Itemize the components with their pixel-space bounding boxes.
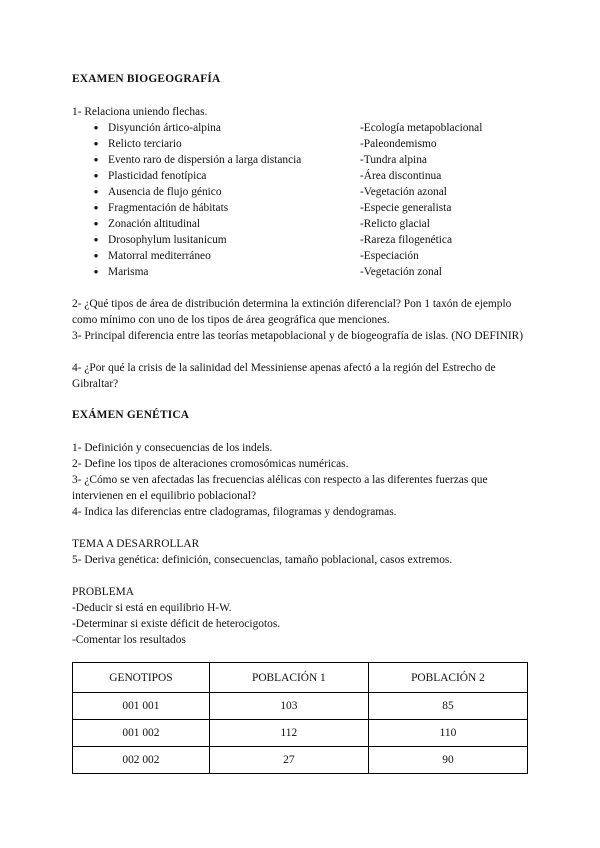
tema-heading: TEMA A DESARROLLAR <box>72 538 200 550</box>
genetica-question-2: 2- Define los tipos de alteraciones cromosómicas numéricas. <box>72 458 349 470</box>
match-left: Relicto terciario <box>108 138 182 150</box>
list-item <box>90 200 530 216</box>
biogeografia-title: EXAMEN BIOGEOGRAFÍA <box>72 73 221 85</box>
match-left: Fragmentación de hábitats <box>108 202 229 214</box>
table-cell: 112 <box>209 720 368 747</box>
match-right: -Especiación <box>360 250 419 262</box>
bullet-icon <box>90 168 102 185</box>
match-right: -Rareza filogenética <box>360 234 453 246</box>
question-4: 4- ¿Por qué la crisis de la salinidad del Messiniense apenas afectó a la región del Estrecho de Gibraltar? <box>72 362 496 390</box>
bullet-icon <box>90 232 102 249</box>
bullet-icon <box>90 136 102 153</box>
bullet-icon <box>90 152 102 169</box>
match-right: -Tundra alpina <box>360 154 427 166</box>
question-3: 3- Principal diferencia entre las teorías metapoblacional y de biogeografía de islas. (NO DEFINIR) <box>72 330 524 342</box>
table-row <box>73 747 528 774</box>
problema-heading: PROBLEMA <box>72 586 135 598</box>
bullet-icon <box>90 248 102 265</box>
tema-question: 5- Deriva genética: definición, consecuencias, tamaño poblacional, casos extremos. <box>72 554 453 566</box>
genotype-table <box>72 662 528 774</box>
match-right: -Área discontinua <box>360 170 442 182</box>
list-item <box>90 168 530 184</box>
genetica-question-4: 4- Indica las diferencias entre cladogramas, filogramas y dendogramas. <box>72 506 397 518</box>
table-cell: 002 002 <box>73 747 210 774</box>
match-right: -Paleondemismo <box>360 138 437 150</box>
match-right: -Ecología metapoblacional <box>360 122 483 134</box>
table-cell: 27 <box>209 747 368 774</box>
match-left: Ausencia de flujo génico <box>108 186 222 198</box>
list-item <box>90 216 530 232</box>
table-cell: 103 <box>209 693 368 720</box>
bullet-icon <box>90 184 102 201</box>
list-item <box>90 152 530 168</box>
problema-item: -Deducir si está en equilibrio H-W. <box>72 602 232 614</box>
bullet-icon <box>90 200 102 217</box>
column-header: GENOTIPOS <box>73 663 210 693</box>
genetica-title: EXÁMEN GENÉTICA <box>72 409 190 421</box>
genetica-question-3: 3- ¿Cómo se ven afectadas las frecuencias alélicas con respecto a las diferentes fuerzas que intervienen en el equilibrio poblacional? <box>72 474 488 502</box>
column-header: POBLACIÓN 1 <box>209 663 368 693</box>
table-cell: 001 001 <box>73 693 210 720</box>
table-row <box>73 720 528 747</box>
match-left: Zonación altitudinal <box>108 218 201 230</box>
list-item <box>90 232 530 248</box>
table-cell: 110 <box>368 720 527 747</box>
question-2: 2- ¿Qué tipos de área de distribución determina la extinción diferencial? Pon 1 taxón de ejemplo como mínimo con uno de los tipos de área geográfica que menciones. <box>72 298 512 326</box>
table-cell: 001 002 <box>73 720 210 747</box>
match-right: -Vegetación azonal <box>360 186 447 198</box>
list-item <box>90 248 530 264</box>
bullet-icon <box>90 216 102 233</box>
match-left: Evento raro de dispersión a larga distancia <box>108 154 302 166</box>
problema-item: -Determinar si existe déficit de heterocigotos. <box>72 618 281 630</box>
table-cell: 85 <box>368 693 527 720</box>
genetica-question-1: 1- Definición y consecuencias de los indels. <box>72 442 273 454</box>
match-left: Drosophylum lusitanicum <box>108 234 227 246</box>
list-item <box>90 120 530 136</box>
list-item <box>90 136 530 152</box>
match-left: Plasticidad fenotípica <box>108 170 207 182</box>
matching-list <box>90 120 530 280</box>
bullet-icon <box>90 264 102 281</box>
match-left: Matorral mediterráneo <box>108 250 211 262</box>
match-left: Disyunción ártico-alpina <box>108 122 221 134</box>
list-item <box>90 264 530 280</box>
table-cell: 90 <box>368 747 527 774</box>
question-1: 1- Relaciona uniendo flechas. <box>72 106 208 118</box>
column-header: POBLACIÓN 2 <box>368 663 527 693</box>
match-right: -Relicto glacial <box>360 218 430 230</box>
problema-item: -Comentar los resultados <box>72 634 186 646</box>
list-item <box>90 184 530 200</box>
bullet-icon <box>90 120 102 137</box>
table-header-row <box>73 663 528 693</box>
match-right: -Vegetación zonal <box>360 266 442 278</box>
match-right: -Especie generalista <box>360 202 452 214</box>
table-row <box>73 693 528 720</box>
match-left: Marisma <box>108 266 149 278</box>
